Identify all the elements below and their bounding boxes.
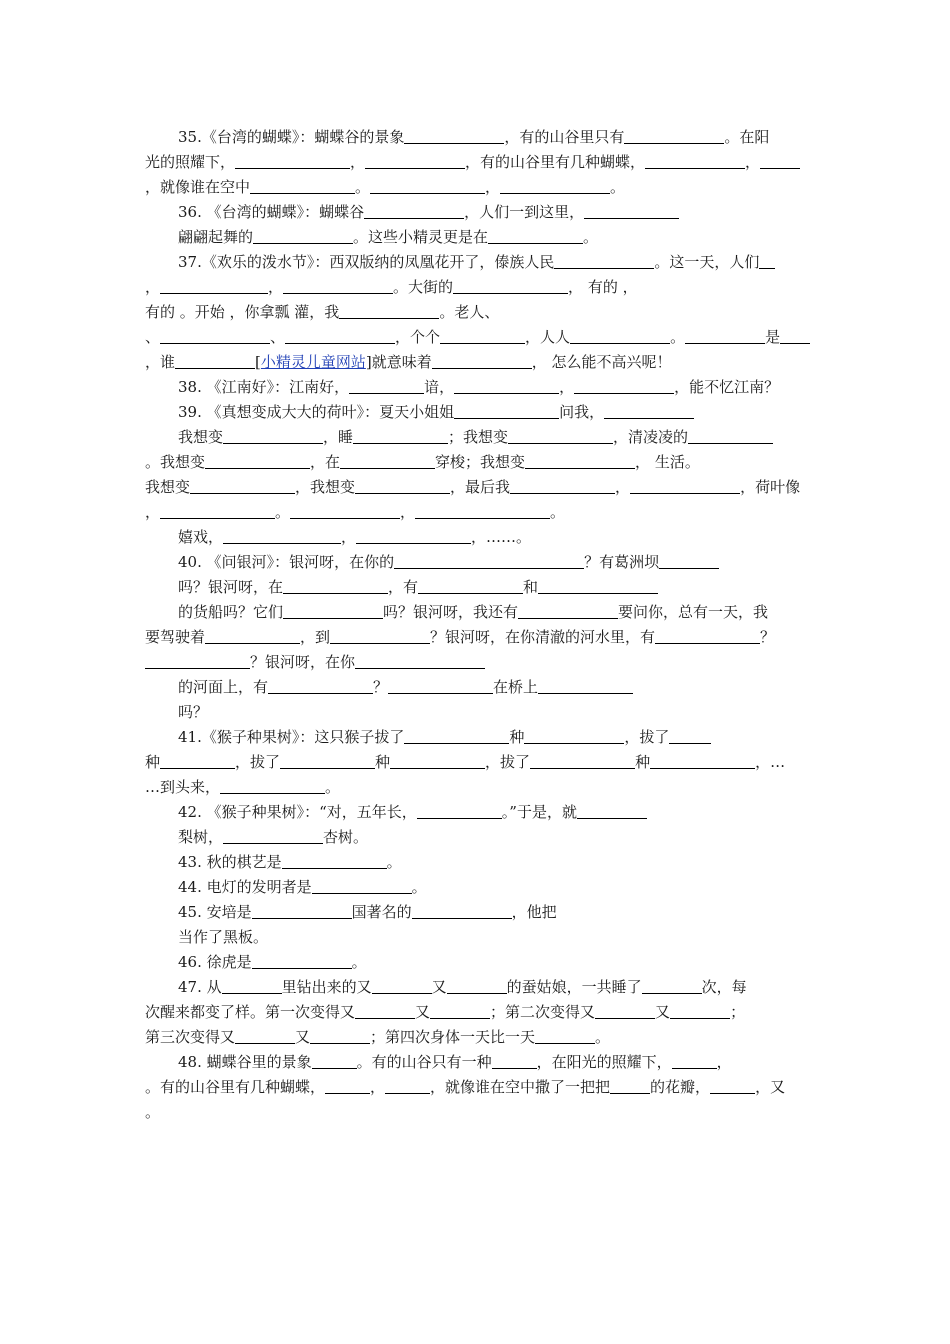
text-segment: 在桥上 <box>493 678 539 696</box>
text-segment: ，在阳光的照耀下， <box>536 1053 672 1071</box>
text-segment: 43. 秋的棋艺是 <box>178 853 282 871</box>
text-segment: 45. 安培是 <box>178 903 252 921</box>
answer-blank[interactable] <box>447 979 507 994</box>
text-segment: ，到 <box>300 628 331 646</box>
q38-line-1 <box>178 377 808 399</box>
text-segment: 是 <box>765 328 781 346</box>
text-segment: 。有的山谷里有几种蝴蝶， <box>145 1078 326 1096</box>
answer-blank[interactable] <box>280 754 375 769</box>
text-segment: 41.《猴子种果树》：这只猴子拔了 <box>178 728 405 746</box>
answer-blank[interactable] <box>659 554 719 569</box>
answer-blank[interactable] <box>283 579 388 594</box>
q47-line-1 <box>178 977 808 999</box>
answer-blank[interactable] <box>404 729 509 744</box>
answer-blank[interactable] <box>610 1079 650 1094</box>
answer-blank[interactable] <box>235 1029 295 1044</box>
answer-blank[interactable] <box>310 1029 370 1044</box>
answer-blank[interactable] <box>356 529 471 544</box>
text-segment: 、 <box>270 328 286 346</box>
text-segment: 里钻出来的又 <box>281 978 372 996</box>
text-segment: 国著名的 <box>351 903 412 921</box>
text-segment: 谙， <box>424 378 455 396</box>
answer-blank[interactable] <box>672 1054 717 1069</box>
text-segment: 。大街的 <box>393 278 454 296</box>
text-segment: 。 <box>411 878 427 896</box>
q36-line-2 <box>178 227 808 249</box>
site-link[interactable]: 小精灵儿童网站 <box>260 353 366 371</box>
text-segment: 。 <box>670 328 686 346</box>
answer-blank[interactable] <box>645 154 745 169</box>
answer-blank[interactable] <box>415 504 550 519</box>
q36-line-1 <box>178 202 808 224</box>
answer-blank[interactable] <box>252 954 352 969</box>
text-segment: 又 <box>655 1003 671 1021</box>
answer-blank[interactable] <box>235 154 350 169</box>
text-segment: 吗？银河呀，在 <box>178 578 284 596</box>
answer-blank[interactable] <box>453 279 568 294</box>
answer-blank[interactable] <box>417 804 502 819</box>
text-segment: 。 <box>275 503 291 521</box>
answer-blank[interactable] <box>223 429 323 444</box>
text-segment: 。 <box>595 1028 611 1046</box>
q44-line-1 <box>178 877 808 899</box>
text-segment: ，最后我 <box>450 478 511 496</box>
q35-line-2 <box>145 152 810 174</box>
text-segment: ，……。 <box>471 528 532 546</box>
answer-blank[interactable] <box>530 754 635 769</box>
text-segment: 40. 《问银河》：银河呀，在你的 <box>178 553 395 571</box>
text-segment: 当作了黑板。 <box>178 928 269 946</box>
text-segment: 又 <box>431 978 447 996</box>
q37-line-1 <box>178 252 808 274</box>
answer-blank[interactable] <box>145 654 250 669</box>
text-segment: ，人们一到这里， <box>464 203 585 221</box>
answer-blank[interactable] <box>404 129 504 144</box>
q40-line-6 <box>178 677 808 699</box>
answer-blank[interactable] <box>418 579 523 594</box>
answer-blank[interactable] <box>604 404 694 419</box>
text-segment: 种 <box>509 728 525 746</box>
text-segment: 。 <box>610 178 626 196</box>
answer-blank[interactable] <box>283 279 393 294</box>
text-segment: 光的照耀下， <box>145 153 236 171</box>
text-segment: ，人人 <box>525 328 571 346</box>
text-segment: ， <box>341 528 357 546</box>
answer-blank[interactable] <box>524 729 624 744</box>
q41-line-1 <box>178 727 808 749</box>
text-segment: ，拔了 <box>235 753 281 771</box>
answer-blank[interactable] <box>710 1079 755 1094</box>
answer-blank[interactable] <box>538 679 633 694</box>
text-segment: ；我想变 <box>448 428 509 446</box>
text-segment: ， <box>145 503 161 521</box>
answer-blank[interactable] <box>160 279 268 294</box>
answer-blank[interactable] <box>355 479 450 494</box>
text-segment: 。这些小精灵更是在 <box>353 228 489 246</box>
answer-blank[interactable] <box>268 679 373 694</box>
answer-blank[interactable] <box>370 179 485 194</box>
text-segment: 种 <box>375 753 391 771</box>
text-segment: ， <box>485 178 501 196</box>
answer-blank[interactable] <box>630 479 740 494</box>
text-segment: ， <box>268 278 284 296</box>
q40-line-2 <box>178 577 808 599</box>
text-segment: 。 <box>355 178 371 196</box>
text-segment: ？ <box>760 628 776 646</box>
text-segment: 翩翩起舞的 <box>178 228 254 246</box>
answer-blank[interactable] <box>390 754 485 769</box>
text-segment: ，清凌凌的 <box>613 428 689 446</box>
answer-blank[interactable] <box>175 354 255 369</box>
q39-line-3 <box>145 452 810 474</box>
text-segment: 35.《台湾的蝴蝶》：蝴蝶谷的景象 <box>178 128 405 146</box>
text-segment: 。 <box>386 853 402 871</box>
text-segment: ，就像谁在空中 <box>145 178 251 196</box>
answer-blank[interactable] <box>454 379 559 394</box>
text-segment: ，拔了 <box>485 753 531 771</box>
text-segment: 种 <box>145 753 161 771</box>
q47-line-2 <box>145 1002 810 1024</box>
text-segment: ， <box>400 503 416 521</box>
answer-blank[interactable] <box>525 454 635 469</box>
text-segment: ， <box>350 153 366 171</box>
text-segment: 次，每 <box>701 978 747 996</box>
answer-blank[interactable] <box>554 254 654 269</box>
text-segment: 要问你，总有一天，我 <box>618 603 769 621</box>
answer-blank[interactable] <box>160 504 275 519</box>
text-segment: ，荷叶像 <box>740 478 801 496</box>
answer-blank[interactable] <box>535 1029 595 1044</box>
text-segment: ，在 <box>310 453 341 471</box>
answer-blank[interactable] <box>584 204 679 219</box>
text-segment: 、 <box>145 328 161 346</box>
text-segment: 有的 。开始 ，你拿瓢 灌，我 <box>145 303 340 321</box>
text-segment: 37.《欢乐的泼水节》：西双版纳的凤凰花开了，傣族人民 <box>178 253 555 271</box>
q45-line-1 <box>178 902 808 924</box>
text-segment: ， 生活。 <box>635 453 700 471</box>
text-segment: ； <box>730 1003 746 1021</box>
text-segment: 吗？ <box>178 703 209 721</box>
q40-line-1 <box>178 552 808 574</box>
text-segment: 的花瓣， <box>650 1078 711 1096</box>
answer-blank[interactable] <box>372 979 432 994</box>
answer-blank[interactable] <box>669 729 711 744</box>
text-segment: 36. 《台湾的蝴蝶》：蝴蝶谷 <box>178 203 365 221</box>
answer-blank[interactable] <box>650 754 755 769</box>
q48-line-3 <box>145 1102 810 1124</box>
text-segment: ，能不忆江南？ <box>674 378 780 396</box>
text-segment: ， <box>145 278 161 296</box>
text-segment: ？银河呀，在你清澈的河水里，有 <box>430 628 656 646</box>
text-segment: 问我， <box>559 403 605 421</box>
text-segment: ，谁 <box>145 353 176 371</box>
text-segment: 。 <box>325 778 341 796</box>
q47-line-3 <box>145 1027 810 1049</box>
text-segment: ， 有的 ， <box>568 278 638 296</box>
answer-blank[interactable] <box>222 979 282 994</box>
q37-line-5 <box>145 352 810 374</box>
q39-line-5 <box>145 502 810 524</box>
text-segment: 要驾驶着 <box>145 628 206 646</box>
answer-blank[interactable] <box>330 629 430 644</box>
answer-blank[interactable] <box>759 254 775 269</box>
text-segment: 吗？银河呀，我还有 <box>383 603 519 621</box>
answer-blank[interactable] <box>538 579 658 594</box>
text-segment: 46. 徐虎是 <box>178 953 252 971</box>
text-segment: 的蚕姑娘，一共睡了 <box>506 978 642 996</box>
text-segment: 47. 从 <box>178 978 222 996</box>
text-segment: ；第四次身体一天比一天 <box>370 1028 536 1046</box>
text-segment: 又 <box>415 1003 431 1021</box>
q37-line-4 <box>145 327 810 349</box>
q40-line-3 <box>178 602 808 624</box>
text-segment: 次醒来都变了样。第一次变得又 <box>145 1003 356 1021</box>
text-segment: 。老人、 <box>439 303 500 321</box>
q39-line-6 <box>178 527 808 549</box>
answer-blank[interactable] <box>355 1004 415 1019</box>
text-segment: 38. 《江南好》：江南好， <box>178 378 350 396</box>
answer-blank[interactable] <box>250 179 355 194</box>
answer-blank[interactable] <box>488 229 583 244</box>
text-segment: 39. 《真想变成大大的荷叶》：夏天小姐姐 <box>178 403 455 421</box>
q40-line-4 <box>145 627 810 649</box>
text-segment: 穿梭；我想变 <box>435 453 526 471</box>
text-segment: ，睡 <box>323 428 354 446</box>
answer-blank[interactable] <box>312 1054 357 1069</box>
q42-line-2 <box>178 827 808 849</box>
text-segment: ，就像谁在空中撒了一把把 <box>430 1078 611 1096</box>
q39-line-4 <box>145 477 810 499</box>
answer-blank[interactable] <box>492 1054 537 1069</box>
answer-blank[interactable] <box>780 329 810 344</box>
q37-line-2 <box>145 277 810 299</box>
answer-blank[interactable] <box>223 529 341 544</box>
text-segment: ， <box>615 478 631 496</box>
answer-blank[interactable] <box>760 154 800 169</box>
text-segment: ，有的山谷里有几种蝴蝶， <box>465 153 646 171</box>
q35-line-1 <box>178 127 808 149</box>
text-segment: ？有葛洲坝 <box>584 553 660 571</box>
text-segment: 我想变 <box>178 428 224 446</box>
answer-blank[interactable] <box>340 454 435 469</box>
text-segment: 。在阳 <box>724 128 770 146</box>
text-segment: 种 <box>635 753 651 771</box>
answer-blank[interactable] <box>685 329 765 344</box>
text-segment: 的河面上，有 <box>178 678 269 696</box>
text-segment: 。 <box>145 1103 161 1121</box>
text-segment: 和 <box>523 578 539 596</box>
text-segment: ；第二次变得又 <box>490 1003 596 1021</box>
answer-blank[interactable] <box>252 904 352 919</box>
text-segment: ？银河呀，在你 <box>250 653 356 671</box>
answer-blank[interactable] <box>518 604 618 619</box>
text-segment: ，他把 <box>511 903 557 921</box>
answer-blank[interactable] <box>220 779 325 794</box>
answer-blank[interactable] <box>430 1004 490 1019</box>
answer-blank[interactable] <box>510 479 615 494</box>
text-segment: 。有的山谷只有一种 <box>356 1053 492 1071</box>
answer-blank[interactable] <box>160 329 270 344</box>
answer-blank[interactable] <box>364 204 464 219</box>
answer-blank[interactable] <box>339 304 439 319</box>
text-segment: [ <box>255 353 261 371</box>
text-segment: 42. 《猴子种果树》：“对，五年长， <box>178 803 417 821</box>
q35-line-3 <box>145 177 810 199</box>
text-segment: 48. 蝴蝶谷里的景象 <box>178 1053 312 1071</box>
answer-blank[interactable] <box>349 379 424 394</box>
text-segment: ？ <box>373 678 389 696</box>
text-segment: ，个个 <box>395 328 441 346</box>
answer-blank[interactable] <box>282 854 387 869</box>
answer-blank[interactable] <box>688 429 773 444</box>
answer-blank[interactable] <box>624 129 724 144</box>
text-segment: 又 <box>295 1028 311 1046</box>
answer-blank[interactable] <box>205 454 310 469</box>
answer-blank[interactable] <box>574 379 674 394</box>
q48-line-2 <box>145 1077 810 1099</box>
answer-blank[interactable] <box>253 229 353 244</box>
answer-blank[interactable] <box>325 1079 370 1094</box>
text-segment: 第三次变得又 <box>145 1028 236 1046</box>
text-segment: ， 怎么能不高兴呢！ <box>531 353 672 371</box>
answer-blank[interactable] <box>500 179 610 194</box>
answer-blank[interactable] <box>394 554 584 569</box>
text-segment: ，我想变 <box>295 478 356 496</box>
q43-line-1 <box>178 852 808 874</box>
answer-blank[interactable] <box>508 429 613 444</box>
text-segment: 我想变 <box>145 478 191 496</box>
text-segment: ，拔了 <box>624 728 670 746</box>
text-segment: 。我想变 <box>145 453 206 471</box>
answer-blank[interactable] <box>570 329 670 344</box>
text-segment: ，有 <box>388 578 419 596</box>
answer-blank[interactable] <box>432 354 532 369</box>
q39-line-1 <box>178 402 808 424</box>
text-segment: ，有的山谷里只有 <box>504 128 625 146</box>
text-segment: 。 <box>583 228 599 246</box>
q37-line-3 <box>145 302 810 324</box>
text-segment: 44. 电灯的发明者是 <box>178 878 312 896</box>
q39-line-2 <box>178 427 808 449</box>
q41-line-3 <box>145 777 810 799</box>
answer-blank[interactable] <box>365 154 465 169</box>
text-segment: 。 <box>351 953 367 971</box>
answer-blank[interactable] <box>283 604 383 619</box>
answer-blank[interactable] <box>385 1079 430 1094</box>
answer-blank[interactable] <box>285 329 395 344</box>
answer-blank[interactable] <box>160 754 235 769</box>
text-segment: ，… <box>755 753 786 771</box>
answer-blank[interactable] <box>190 479 295 494</box>
text-segment: ， <box>716 1053 732 1071</box>
answer-blank[interactable] <box>223 829 323 844</box>
text-segment: 。”于是，就 <box>501 803 577 821</box>
text-segment: 的货船吗？它们 <box>178 603 284 621</box>
answer-blank[interactable] <box>670 1004 730 1019</box>
text-segment: 杏树。 <box>323 828 369 846</box>
answer-blank[interactable] <box>205 629 300 644</box>
answer-blank[interactable] <box>454 404 559 419</box>
answer-blank[interactable] <box>412 904 512 919</box>
text-segment: 。 <box>550 503 566 521</box>
text-segment: …到头来， <box>145 778 221 796</box>
text-segment: 嬉戏， <box>178 528 224 546</box>
answer-blank[interactable] <box>312 879 412 894</box>
q41-line-2 <box>145 752 810 774</box>
text-segment: ，又 <box>755 1078 786 1096</box>
text-segment: 梨树， <box>178 828 224 846</box>
answer-blank[interactable] <box>655 629 760 644</box>
answer-blank[interactable] <box>595 1004 655 1019</box>
answer-blank[interactable] <box>388 679 493 694</box>
q45-line-2 <box>178 927 808 949</box>
answer-blank[interactable] <box>290 504 400 519</box>
q42-line-1 <box>178 802 808 824</box>
text-segment: 。这一天，人们 <box>654 253 760 271</box>
answer-blank[interactable] <box>577 804 647 819</box>
answer-blank[interactable] <box>642 979 702 994</box>
q40-line-7 <box>178 702 808 724</box>
q48-line-1 <box>178 1052 808 1074</box>
q40-line-5 <box>145 652 810 674</box>
text-segment: ， <box>745 153 761 171</box>
answer-blank[interactable] <box>353 429 448 444</box>
text-segment: ， <box>370 1078 386 1096</box>
text-segment: ， <box>559 378 575 396</box>
q46-line-1 <box>178 952 808 974</box>
answer-blank[interactable] <box>355 654 485 669</box>
answer-blank[interactable] <box>440 329 525 344</box>
text-segment: ]就意味着 <box>365 353 432 371</box>
